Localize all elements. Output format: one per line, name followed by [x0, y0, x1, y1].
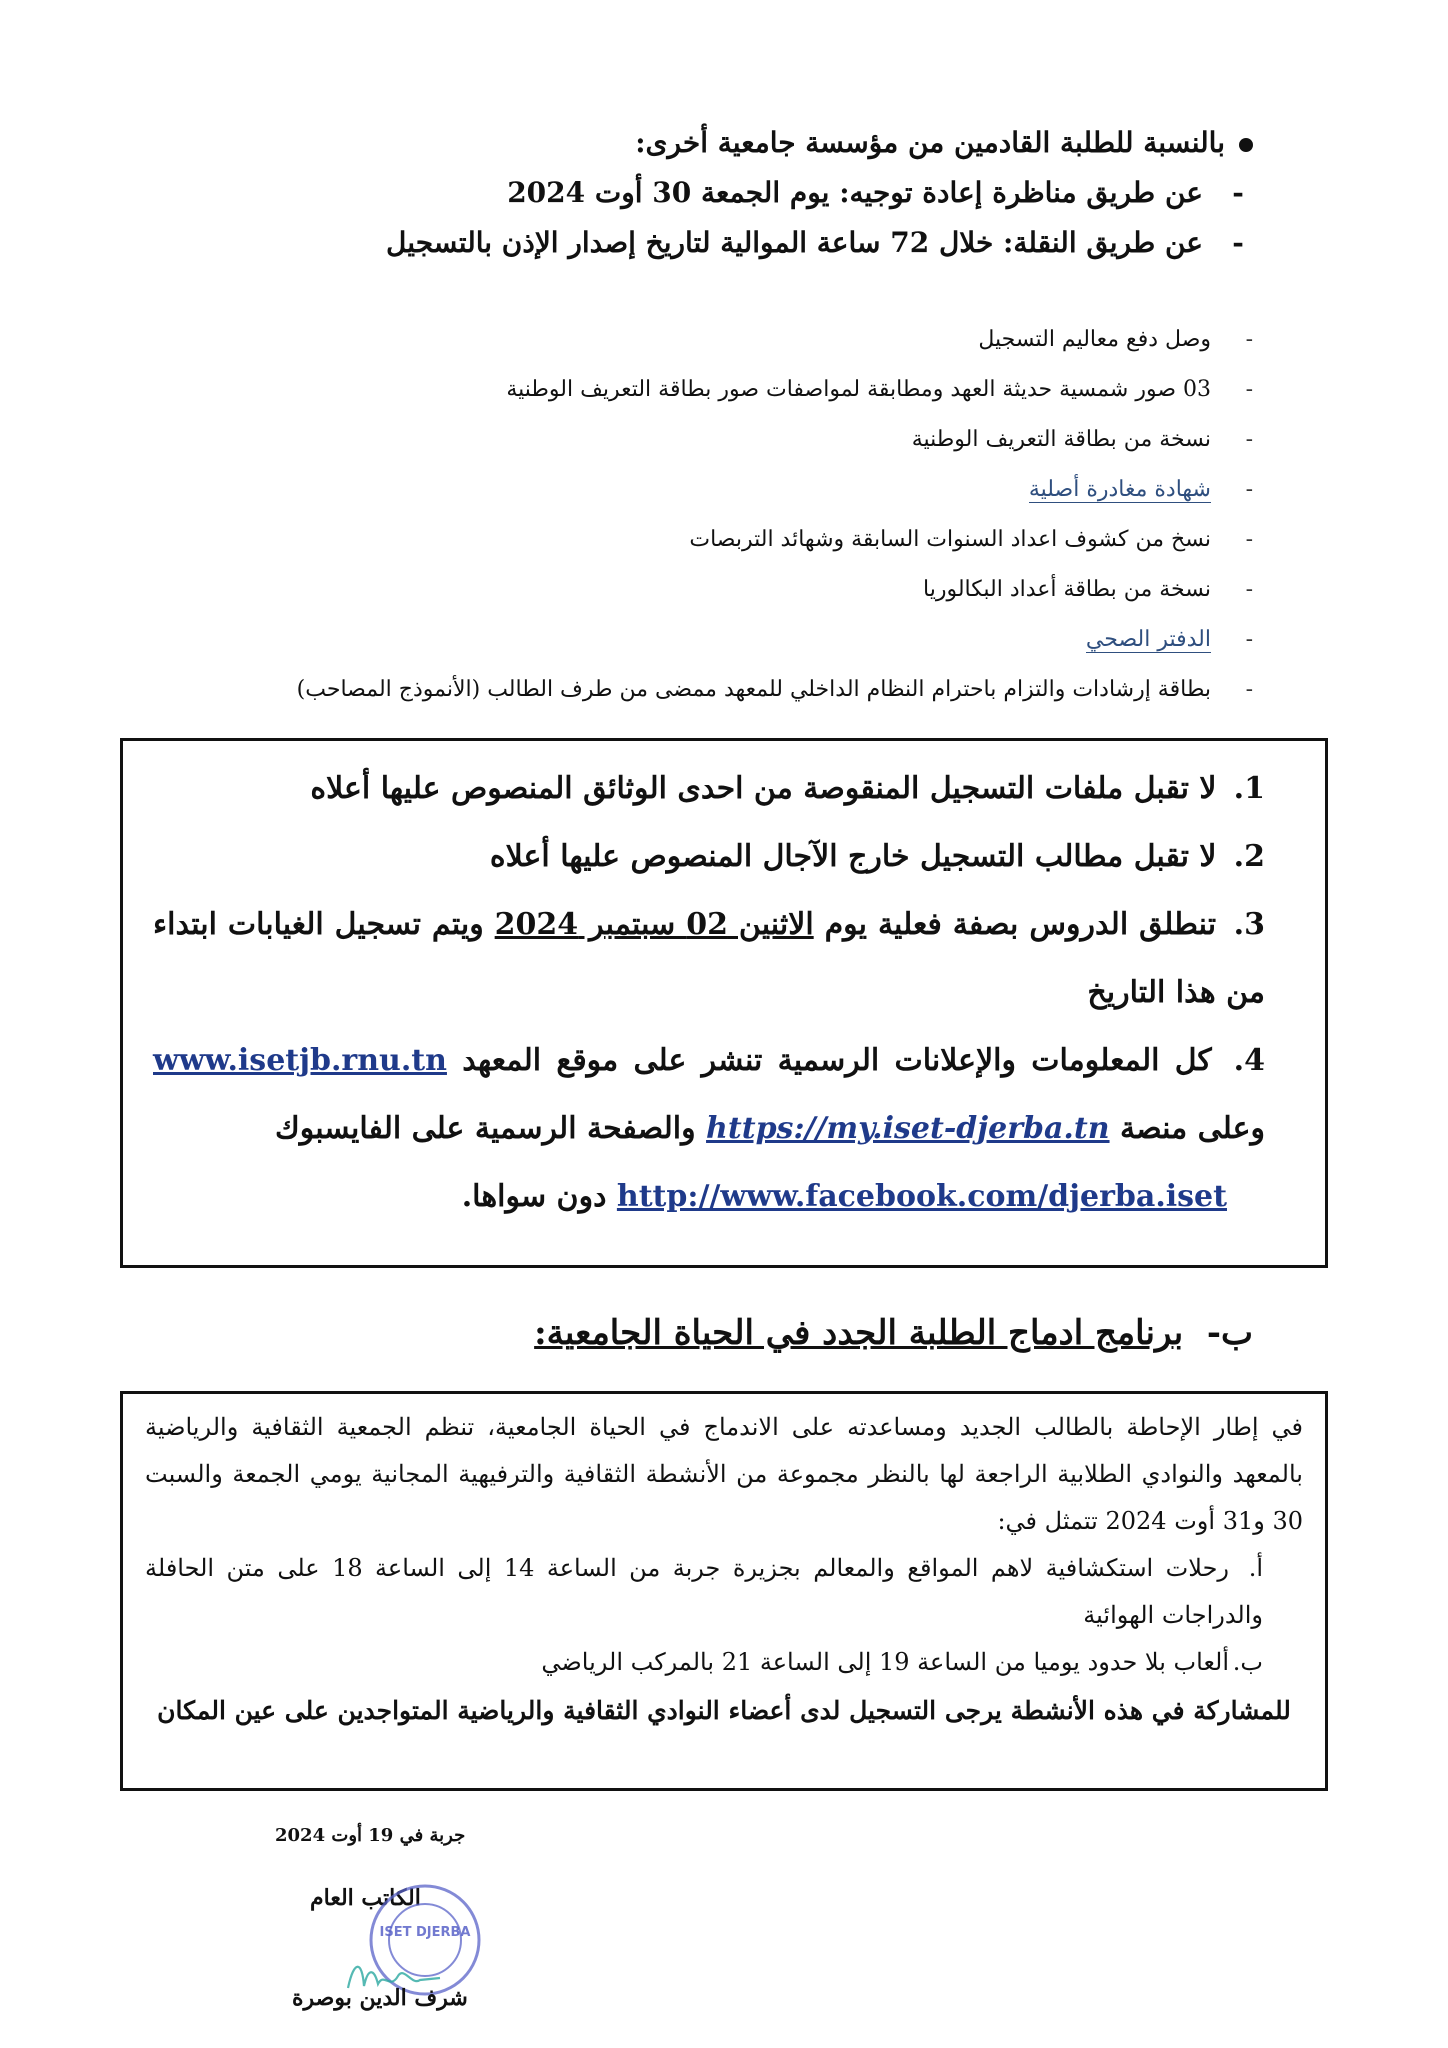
item-label: ب.	[1232, 1648, 1263, 1676]
dash-icon: -	[1232, 226, 1244, 259]
website-link[interactable]: www.isetjb.rnu.tn	[153, 1043, 447, 1078]
dash-icon: -	[1245, 477, 1253, 502]
transfer-item	[250, 218, 1253, 268]
rule-text: لا تقبل ملفات التسجيل المنقوصة من احدى الوثائق المنصوص عليها أعلاه	[310, 771, 1217, 806]
section-title: برنامج ادماج الطلبة الجدد في الحياة الجامعية:	[534, 1313, 1184, 1353]
registration-note: للمشاركة في هذه الأنشطة يرجى التسجيل لدى أعضاء النوادي الثقافية والرياضية المتواجدين على عين المكان	[157, 1696, 1291, 1725]
list-item	[260, 315, 1253, 365]
list-item	[260, 515, 1253, 565]
list-item	[260, 415, 1253, 465]
start-date: الاثنين 02 سبتمبر 2024	[494, 907, 814, 942]
required-documents-list	[260, 315, 1253, 715]
signer-name: شرف الدين بوصرة	[292, 1985, 468, 2011]
dash-icon: -	[1245, 527, 1253, 552]
document-text: 03 صور شمسية حديثة العهد ومطابقة لمواصفات صور بطاقة التعريف الوطنية	[506, 377, 1211, 402]
dash-icon: -	[1245, 677, 1253, 702]
rule-number: 4.	[1233, 1043, 1265, 1078]
transfer-item-text: عن طريق النقلة: خلال 72 ساعة الموالية لتاريخ إصدار الإذن بالتسجيل	[386, 226, 1203, 259]
rule-text: تنطلق الدروس بصفة فعلية يوم	[813, 907, 1217, 942]
rule-number: 1.	[1233, 771, 1265, 806]
rule-item	[153, 1027, 1265, 1163]
document-text: وصل دفع معاليم التسجيل	[978, 327, 1211, 352]
dash-icon: -	[1245, 327, 1253, 352]
dash-icon: -	[1232, 176, 1244, 209]
list-item	[260, 465, 1253, 515]
rule-number: 3.	[1233, 907, 1265, 942]
list-item	[260, 565, 1253, 615]
rules-list	[153, 755, 1265, 1231]
document-text: نسخة من بطاقة التعريف الوطنية	[911, 427, 1211, 452]
platform-link[interactable]: https://my.iset-djerba.tn	[706, 1111, 1110, 1146]
transfer-item	[250, 168, 1253, 218]
rule-text: لا تقبل مطالب التسجيل خارج الآجال المنصوص عليها أعلاه	[489, 839, 1217, 874]
facebook-link[interactable]: http://www.facebook.com/djerba.iset	[616, 1179, 1227, 1214]
rule-text: والصفحة الرسمية على الفايسبوك	[274, 1111, 696, 1146]
item-text: رحلات استكشافية لاهم المواقع والمعالم بجزيرة جربة من الساعة 14 إلى الساعة 18 على متن الحافلة والدراجات الهوائية	[145, 1554, 1263, 1629]
item-text: ألعاب بلا حدود يوميا من الساعة 19 إلى الساعة 21 بالمركب الرياضي	[541, 1648, 1229, 1676]
section-heading	[534, 1308, 1253, 1358]
rule-text: ويتم تسجيل الغيابات ابتداء من هذا التاريخ	[153, 907, 1265, 1010]
dash-icon: -	[1245, 577, 1253, 602]
list-item	[260, 365, 1253, 415]
seal-text: ISET DJERBA	[379, 1925, 471, 1940]
transfer-students-section	[250, 118, 1253, 268]
rule-number: 2.	[1233, 839, 1265, 874]
transfer-heading-line	[250, 118, 1253, 168]
item-label: أ.	[1248, 1554, 1264, 1582]
integration-box	[120, 1391, 1328, 1791]
document-text: نسخة من بطاقة أعداد البكالوريا	[923, 577, 1211, 602]
rule-text: دون سواها.	[461, 1179, 607, 1214]
integration-intro: في إطار الإحاطة بالطالب الجديد ومساعدته على الاندماج في الحياة الجامعية، تنظم الجمعية الثقافية والرياضية بالمعهد والنوادي الطلابية الراجعة لها بالنظر مجموعة من الأنشطة الثقافية والترفيهية المجانية يومي الجمعة والسبت 30 و31 أوت 2024 تتمثل في:	[145, 1413, 1303, 1535]
transfer-heading: بالنسبة للطلبة القادمين من مؤسسة جامعية أخرى:	[635, 126, 1225, 159]
rule-item	[153, 891, 1265, 1027]
list-item	[145, 1545, 1303, 1639]
signer-role: الكاتب العام	[310, 1885, 421, 1911]
rule-text: وعلى منصة	[1120, 1111, 1265, 1146]
section-label: ب-	[1206, 1313, 1253, 1353]
rule-item-continuation	[153, 1163, 1265, 1231]
dash-icon: -	[1245, 427, 1253, 452]
document-text: نسخ من كشوف اعداد السنوات السابقة وشهائد التربصات	[689, 527, 1211, 552]
document-text: بطاقة إرشادات والتزام باحترام النظام الداخلي للمعهد ممضى من طرف الطالب (الأنموذج المصاحب)	[296, 677, 1211, 702]
list-item	[260, 665, 1253, 715]
rule-item	[153, 755, 1265, 823]
document-link[interactable]: شهادة مغادرة أصلية	[1028, 477, 1211, 502]
list-item	[260, 615, 1253, 665]
dash-icon: -	[1245, 627, 1253, 652]
document-date: جربة في 19 أوت 2024	[275, 1825, 466, 1846]
rules-box	[120, 738, 1328, 1268]
document-link[interactable]: الدفتر الصحي	[1085, 627, 1211, 652]
rule-text: كل المعلومات والإعلانات الرسمية تنشر على موقع المعهد	[462, 1043, 1212, 1078]
transfer-item-text: عن طريق مناظرة إعادة توجيه: يوم الجمعة 30 أوت 2024	[507, 176, 1203, 209]
rule-item	[153, 823, 1265, 891]
list-item	[145, 1639, 1303, 1686]
dash-icon: -	[1245, 377, 1253, 402]
bullet-icon	[1239, 138, 1253, 152]
